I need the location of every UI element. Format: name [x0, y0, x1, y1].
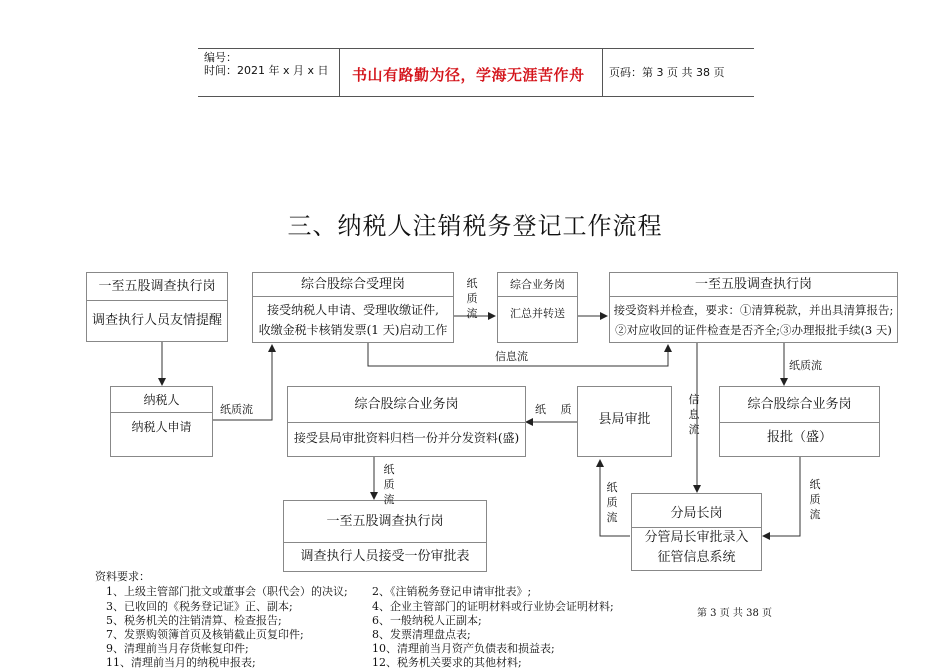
box-body: 报批（盛） — [766, 430, 832, 445]
box-body-line1: 接受资料并检查，要求：①清算税款，并出具清算报告; — [613, 303, 894, 317]
box-head: 一至五股调查执行岗 — [284, 501, 486, 543]
box-body: 纳税人申请 — [131, 420, 192, 434]
box-head: 综合股综合受理岗 — [253, 273, 453, 297]
requirement-left-4: 7、发票购领簿首页及核销截止页复印件; — [106, 628, 304, 641]
box-body-line1: 接受纳税人申请、受理收缴证件, — [267, 303, 439, 317]
box-head: 一至五股调查执行岗 — [610, 273, 897, 297]
header-time: 时间：2021 年 x 月 x 日 — [204, 64, 329, 77]
requirement-right-6: 12、税务机关要求的其他材料; — [372, 656, 522, 669]
requirement-right-3: 6、一般纳税人正副本; — [372, 614, 482, 627]
box-county-approval — [577, 386, 672, 457]
box-report-post — [719, 386, 880, 457]
box-head: 综合业务岗 — [498, 273, 577, 297]
requirement-right-4: 8、发票清理盘点表; — [372, 628, 471, 641]
label-paper-flow-archive: 纸 质 — [535, 403, 572, 416]
box-deputy-director — [631, 493, 762, 571]
box-taxpayer — [110, 386, 213, 457]
label-paper-flow-v3: 纸 质 流 — [606, 481, 618, 524]
header-page-code: 页码：第 3 页 共 38 页 — [609, 66, 725, 79]
label-paper-flow-taxpayer: 纸质流 — [220, 403, 253, 416]
label-paper-flow-report: 纸质流 — [789, 359, 822, 372]
box-investigation-check — [609, 272, 898, 343]
box-body: 调查执行人员友情提醒 — [91, 313, 222, 328]
requirements-heading: 资料要求： — [95, 570, 150, 583]
box-head: 综合股综合业务岗 — [720, 387, 879, 423]
requirement-left-5: 9、清理前当月存货帐复印件; — [106, 642, 249, 655]
box-body: 调查执行人员接受一份审批表 — [300, 549, 470, 564]
requirement-left-3: 5、税务机关的注销清算、检查报告; — [106, 614, 282, 627]
box-body-line1: 分管局长审批录入 — [644, 530, 749, 545]
header-number: 编号： — [204, 51, 237, 64]
label-info-flow: 信息流 — [495, 350, 528, 363]
box-business-post — [497, 272, 578, 343]
box-head: 纳税人 — [111, 387, 212, 413]
requirement-right-5: 10、清理前当月资产负债表和损益表; — [372, 642, 555, 655]
requirement-left-2: 3、已收回的《税务登记证》正、副本; — [106, 600, 293, 613]
requirement-right-1: 2、《注销税务登记申请审批表》; — [372, 585, 532, 598]
footer-page-number: 第 3 页 共 38 页 — [697, 608, 772, 619]
box-body: 汇总并转送 — [510, 307, 565, 320]
box-body-line2: 征管信息系统 — [657, 550, 736, 565]
label-paper-flow-v4: 纸 质 流 — [809, 478, 821, 521]
label-paper-flow-v1: 纸 质 流 — [466, 277, 478, 320]
box-head: 综合股综合业务岗 — [288, 387, 525, 423]
box-investigation-receive — [283, 500, 487, 572]
box-head: 县局审批 — [598, 412, 651, 427]
box-head: 一至五股调查执行岗 — [87, 273, 227, 301]
box-investigation-post-top — [86, 272, 228, 342]
box-body-line2: 收缴金税卡核销发票(1 天)启动工作 — [258, 323, 448, 337]
box-body-line2: ②对应收回的证件检查是否齐全;③办理报批手续(3 天) — [615, 323, 892, 337]
label-paper-flow-v2: 纸 质 流 — [383, 463, 395, 506]
box-acceptance-post — [252, 272, 454, 343]
box-body: 接受县局审批资料归档一份并分发资料(盛) — [293, 431, 520, 445]
requirement-right-2: 4、企业主管部门的证明材料或行业协会证明材料; — [372, 600, 614, 613]
label-info-flow-v: 信 息 流 — [688, 393, 700, 436]
requirement-left-6: 11、清理前当月的纳税申报表; — [106, 656, 256, 669]
box-archive-post — [287, 386, 526, 457]
page-title: 三、纳税人注销税务登记工作流程 — [287, 212, 663, 240]
requirement-left-1: 1、上级主管部门批文或董事会（职代会）的决议; — [106, 585, 348, 598]
header-motto: 书山有路勤为径，学海无涯苦作舟 — [352, 66, 585, 84]
box-head: 分局长岗 — [632, 494, 761, 528]
